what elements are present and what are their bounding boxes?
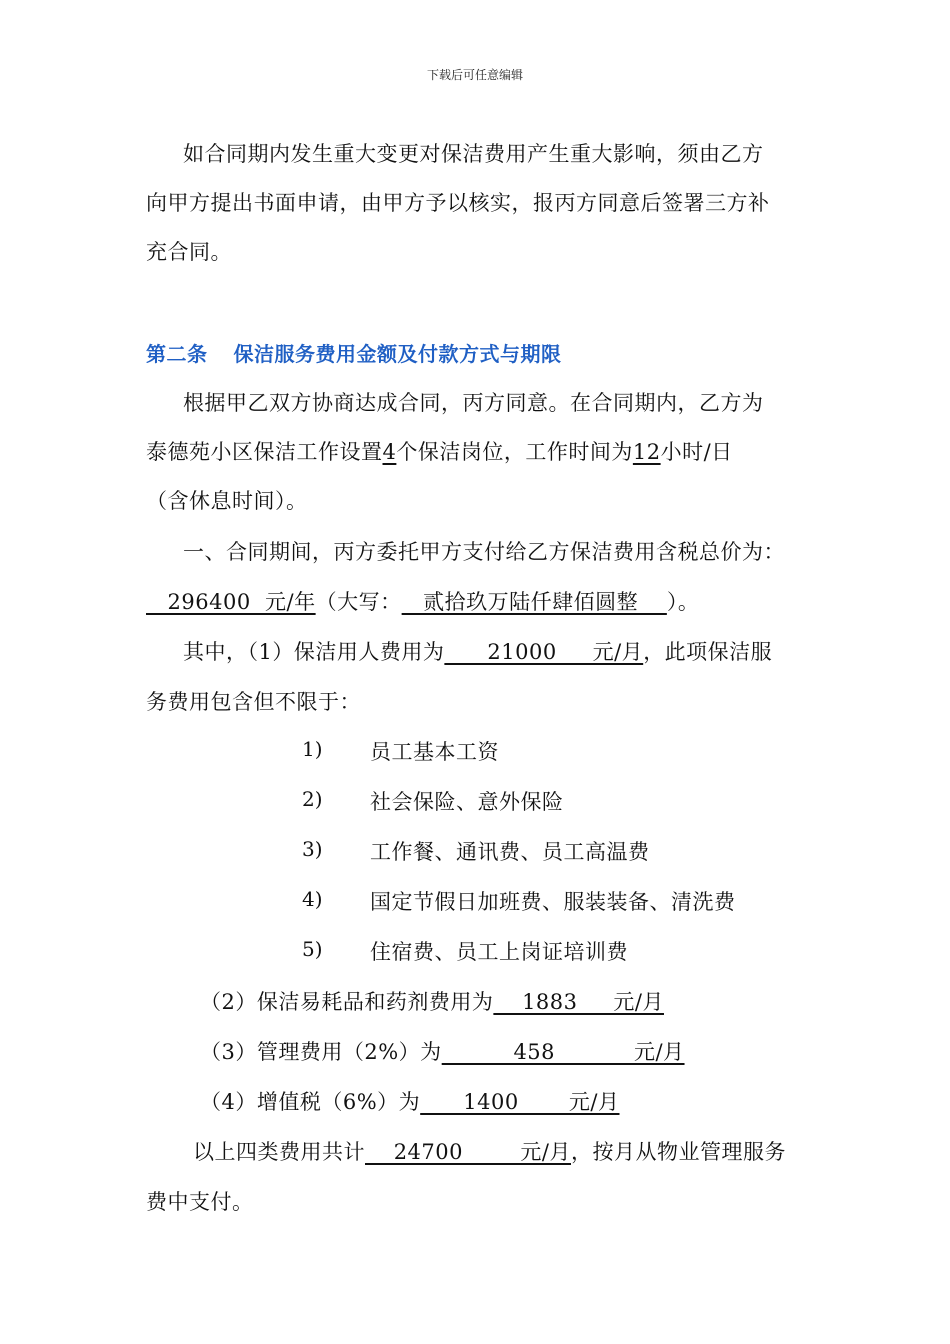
article-heading xyxy=(146,338,562,367)
management-cost: 458 元/月 xyxy=(441,1040,685,1064)
posts-count: 4 xyxy=(382,440,397,464)
paragraph-line: 根据甲乙双方协商达成合同，丙方同意。在合同期内，乙方为 xyxy=(183,391,764,415)
list-item-number: 1) xyxy=(302,737,323,761)
text-segment: （2）保洁易耗品和药剂费用为 xyxy=(200,990,494,1014)
paragraph-line xyxy=(146,436,733,466)
text-segment: 其中，（1）保洁用人费用为 xyxy=(183,640,445,664)
text-segment: ）。 xyxy=(666,590,700,614)
list-item: 工作餐、通讯费、员工高温费 xyxy=(370,840,650,864)
paragraph-line: 如合同期内发生重大变更对保洁费用产生重大影响，须由乙方 xyxy=(183,142,764,166)
annual-amount-words: 贰拾玖万陆仟肆佰圆整 xyxy=(401,590,667,614)
list-item: 国定节假日加班费、服装装备、清洗费 xyxy=(370,890,736,914)
fee-line xyxy=(200,986,664,1016)
text-segment: （大写： xyxy=(315,590,402,614)
fee-line xyxy=(200,1036,685,1066)
text-segment: 小时/日 xyxy=(660,440,733,464)
paragraph-line: 一、合同期间，丙方委托甲方支付给乙方保洁费用含税总价为： xyxy=(183,540,785,564)
paragraph-line xyxy=(183,636,772,666)
paragraph-line: 费中支付。 xyxy=(146,1190,254,1214)
paragraph-line: （含休息时间）。 xyxy=(146,489,308,513)
list-item: 员工基本工资 xyxy=(370,740,499,764)
page-header: 下载后可任意编辑 xyxy=(426,68,523,82)
paragraph-line: 务费用包含但不限于： xyxy=(146,690,361,714)
list-item: 社会保险、意外保险 xyxy=(370,790,564,814)
paragraph-line: 向甲方提出书面申请，由甲方予以核实，报丙方同意后签署三方补 xyxy=(146,191,770,215)
article-number: 第二条 xyxy=(146,342,208,366)
labor-cost: 21000 元/月 xyxy=(444,640,644,664)
paragraph-line xyxy=(146,586,699,616)
list-item-number: 2) xyxy=(302,787,323,811)
total-cost: 24700 元/月 xyxy=(365,1140,571,1164)
annual-amount: 296400 元/年 xyxy=(146,590,316,614)
list-item-number: 3) xyxy=(302,837,323,861)
text-segment: （3）管理费用（2%）为 xyxy=(200,1040,442,1064)
fee-line xyxy=(200,1086,620,1116)
list-item: 住宿费、员工上岗证培训费 xyxy=(370,940,628,964)
text-segment: ，按月从物业管理服务 xyxy=(570,1140,786,1164)
text-segment: （4）增值税（6%）为 xyxy=(200,1090,421,1114)
vat-cost: 1400 元/月 xyxy=(420,1090,620,1114)
paragraph-line: 充合同。 xyxy=(146,240,232,264)
text-segment: 泰德苑小区保洁工作设置 xyxy=(146,440,383,464)
list-item-number: 5) xyxy=(302,937,323,961)
text-segment: 个保洁岗位，工作时间为 xyxy=(396,440,633,464)
consumables-cost: 1883 元/月 xyxy=(493,990,664,1014)
work-hours: 12 xyxy=(632,440,661,464)
text-segment: ，此项保洁服 xyxy=(643,640,773,664)
text-segment: 以上四类费用共计 xyxy=(193,1140,365,1164)
list-item-number: 4) xyxy=(302,887,323,911)
article-title: 保洁服务费用金额及付款方式与期限 xyxy=(233,342,562,366)
total-line xyxy=(193,1136,786,1166)
